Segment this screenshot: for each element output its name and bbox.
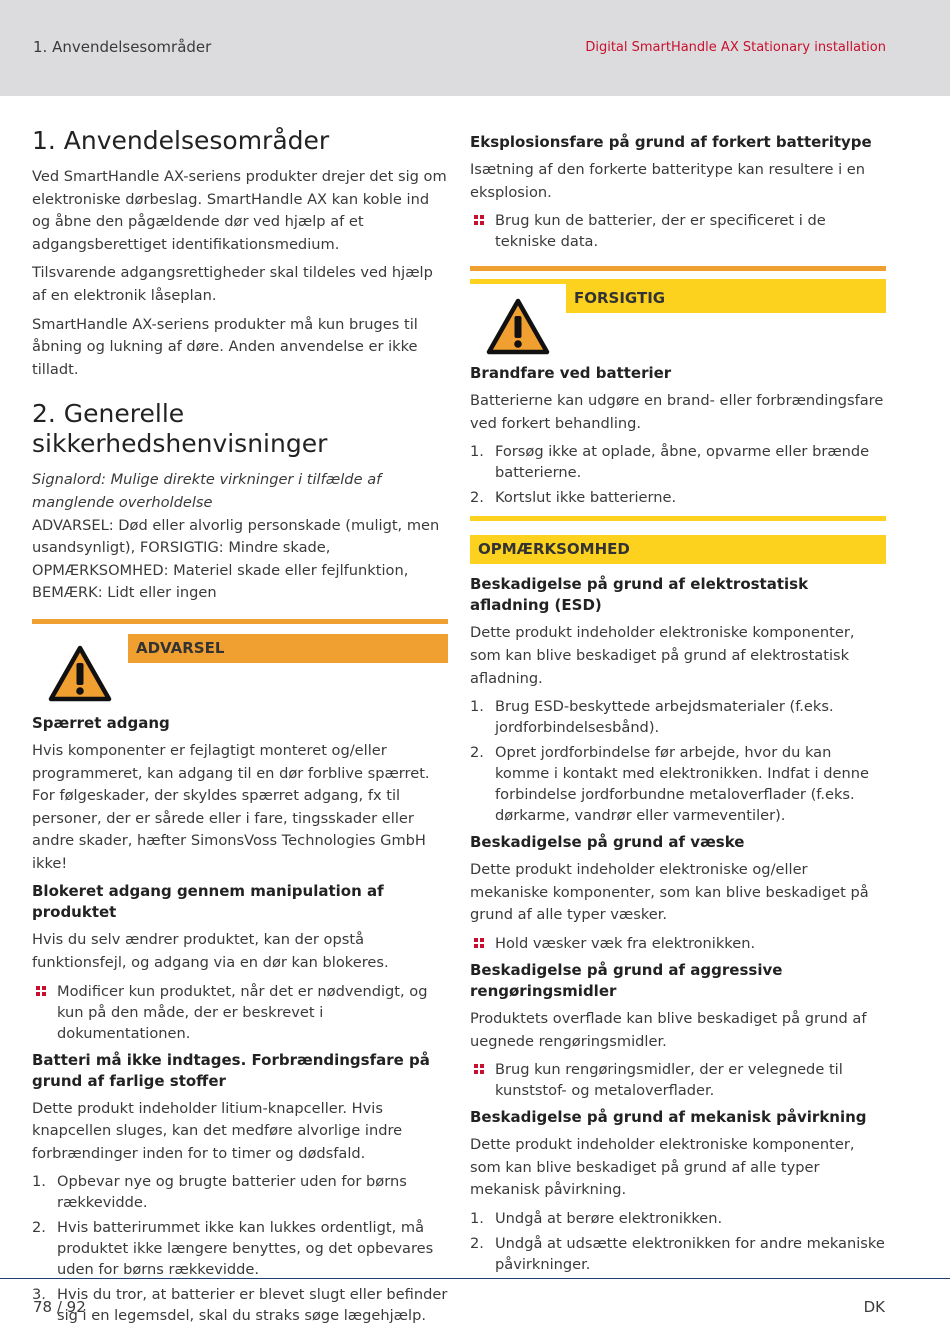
bullet-list — [470, 1059, 886, 1101]
notice-bar — [470, 516, 886, 521]
list-item: 2. Hvis batterirummet ikke kan lukkes ordentligt, må produktet ikke længere benyttes, og det opbevares uden for børns rækkevidde. — [32, 1219, 434, 1279]
paragraph: Hvis komponenter er fejlagtigt monteret og/eller programmeret, kan adgang til en dør forblive spærret. For følgeskader, der skyldes spærret adgang, fx til personer, der er sårede eller i fare, tingsskader eller andre skader, hæfter SimonsVoss Technologies GmbH ikke! — [32, 741, 430, 872]
warning-bar — [32, 619, 448, 624]
list-item: Modificer kun produktet, når det er nødvendigt, og kun på den måde, der er beskrevet i dokumentationen. — [32, 981, 448, 1044]
red-bullet-icon — [474, 215, 485, 226]
red-bullet-icon — [474, 938, 485, 949]
header-section-title: 1. Anvendelsesområder — [33, 38, 212, 56]
warning-triangle-icon — [48, 645, 112, 703]
subheading: Brandfare ved batterier — [470, 364, 672, 383]
numbered-list — [470, 1208, 886, 1275]
bullet-list — [470, 933, 886, 954]
bullet-list — [32, 981, 448, 1044]
section-heading-2: 2. Generelle sikkerhedshenvisninger — [32, 399, 328, 459]
subheading: Eksplosionsfare på grund af forkert batteritype — [470, 133, 872, 151]
paragraph: Produktets overflade kan blive beskadiget på grund af uegnede rengøringsmidler. — [470, 1009, 867, 1050]
subheading: Blokeret adgang gennem manipulation af produktet — [32, 882, 384, 922]
caution-box — [470, 266, 886, 353]
language-code: DK — [863, 1298, 885, 1316]
list-item: 2. Undgå at udsætte elektronikken for andre mekaniske påvirkninger. — [470, 1234, 885, 1273]
warning-label: ADVARSEL — [128, 634, 448, 663]
paragraph: SmartHandle AX-seriens produkter må kun bruges til åbning og lukning af døre. Anden anvendelse er ikke tilladt. — [32, 315, 418, 378]
paragraph: Ved SmartHandle AX-seriens produkter drejer det sig om elektroniske dørbeslag. SmartHandle AX kan koble ind og åbne den pågældende dør ved hjælp af et adgangsberettiget identifikationsmedium. — [32, 168, 447, 253]
paragraph: Dette produkt indeholder litium-knapceller. Hvis knapcellen sluges, kan det medføre alvorlige indre forbrændinger inden for to timer og dødsfald. — [32, 1099, 403, 1162]
warning-box — [32, 619, 448, 703]
red-bullet-icon — [36, 986, 47, 997]
notice-box — [470, 516, 886, 564]
paragraph: Isætning af den forkerte batteritype kan resultere i en eksplosion. — [470, 161, 866, 201]
list-item: 1. Undgå at berøre elektronikken. — [470, 1209, 723, 1227]
left-column — [32, 120, 448, 1332]
red-bullet-icon — [474, 1064, 485, 1075]
list-item: 1. Opbevar nye og brugte batterier uden for børns rækkevidde. — [32, 1173, 407, 1212]
subheading: Beskadigelse på grund af væske — [470, 833, 745, 852]
paragraph: Dette produkt indeholder elektroniske komponenter, som kan blive beskadiget på grund af elektrostatisk afladning. — [470, 624, 855, 687]
bullet-list — [470, 210, 886, 252]
right-column — [470, 128, 886, 1281]
list-item: 2. Opret jordforbindelse før arbejde, hvor du kan komme i kontakt med elektronikken. Indfat i denne forbindelse jordforbundne metaloverflader (f.eks. dørkarme, vandrør eller varmeventiler). — [470, 744, 869, 825]
subheading: Beskadigelse på grund af elektrostatisk afladning (ESD) — [470, 575, 809, 615]
paragraph: Dette produkt indeholder elektroniske komponenter, som kan blive beskadiget på grund af alle typer mekanisk påvirkning. — [470, 1136, 855, 1199]
header-document-title: Digital SmartHandle AX Stationary installation — [585, 40, 886, 55]
footer-divider — [0, 1278, 950, 1279]
signal-words-intro: Signalord: Mulige direkte virkninger i tilfælde af manglende overholdelse — [32, 471, 382, 511]
paragraph: Tilsvarende adgangsrettigheder skal tildeles ved hjælp af en elektronik låseplan. — [32, 264, 433, 304]
numbered-list — [470, 696, 886, 826]
caution-top-bar — [470, 266, 886, 271]
list-item: 1. Brug ESD-beskyttede arbejdsmaterialer (f.eks. jordforbindelsesbånd). — [470, 698, 834, 737]
list-item: Hold væsker væk fra elektronikken. — [470, 933, 886, 954]
paragraph: Hvis du selv ændrer produktet, kan der opstå funktionsfejl, og adgang via en dør kan blokeres. — [32, 931, 389, 972]
caution-label: FORSIGTIG — [566, 284, 886, 313]
page-header — [0, 0, 950, 96]
page-number: 78 / 92 — [33, 1298, 86, 1316]
subheading: Batteri må ikke indtages. Forbrændingsfare på grund af farlige stoffer — [32, 1050, 430, 1090]
notice-label: OPMÆRKSOMHED — [470, 535, 886, 564]
numbered-list — [470, 441, 886, 508]
list-item: 3. Hvis du tror, at batterier er blevet slugt eller befinder sig i en legemsdel, skal du straks søge lægehjælp. — [32, 1286, 448, 1325]
paragraph: Dette produkt indeholder elektroniske og/eller mekaniske komponenter, som kan blive beskadiget på grund af alle typer væsker. — [470, 861, 869, 924]
subheading: Beskadigelse på grund af aggressive rengøringsmidler — [470, 960, 783, 1000]
numbered-list — [32, 1171, 448, 1326]
subheading: Beskadigelse på grund af mekanisk påvirkning — [470, 1108, 867, 1127]
section-heading-1: 1. Anvendelsesområder — [32, 126, 330, 155]
signal-words-text: ADVARSEL: Død eller alvorlig personskade (muligt, men usandsynligt), FORSIGTIG: Mindre skade, OPMÆRKSOMHED: Materiel skade eller fejlfunktion, BEMÆRK: Lidt eller ingen — [32, 516, 440, 602]
list-item: 2. Kortslut ikke batterierne. — [470, 489, 677, 507]
list-item: 1. Forsøg ikke at oplade, åbne, opvarme eller brænde batterierne. — [470, 443, 870, 482]
warning-triangle-icon — [486, 298, 550, 356]
paragraph: Batterierne kan udgøre en brand- eller forbrændingsfare ved forkert behandling. — [470, 392, 884, 432]
list-item: Brug kun de batterier, der er specificeret i de tekniske data. — [470, 210, 886, 252]
list-item: Brug kun rengøringsmidler, der er velegnede til kunststof- og metaloverflader. — [470, 1059, 886, 1101]
subheading: Spærret adgang — [32, 713, 170, 732]
